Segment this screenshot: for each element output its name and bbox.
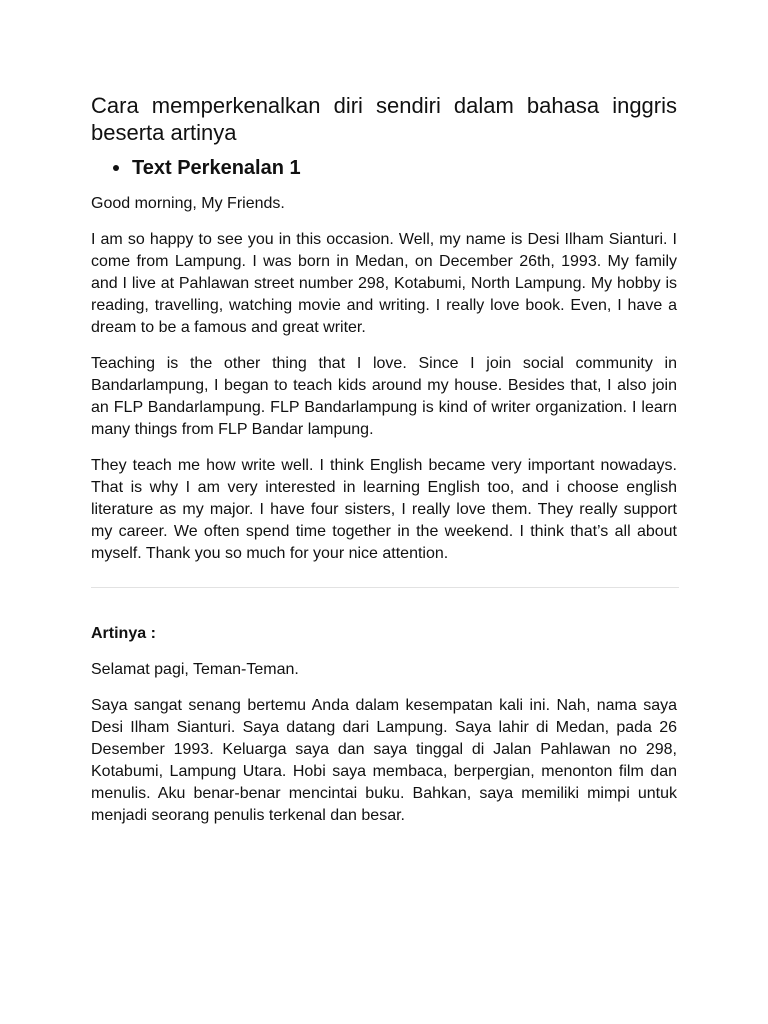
document-page [91, 92, 677, 827]
document-title: Cara memperkenalkan diri sendiri dalam bahasa inggris beserta artinya [91, 93, 677, 145]
translation-paragraph-1: Saya sangat senang bertemu Anda dalam kesempatan kali ini. Nah, nama saya Desi Ilham Sianturi. Saya datang dari Lampung. Saya lahir di Medan, pada 26 Desember 1993. Keluarga saya dan saya tinggal di Jalan Pahlawan no 298, Kotabumi, Lampung Utara. Hobi saya membaca, berpergian, menonton film dan menulis. Aku benar-benar mencintai buku. Bahkan, saya memiliki mimpi untuk menjadi seorang penulis terkenal dan besar. [91, 697, 677, 824]
bullet-dot-icon [113, 165, 119, 171]
translation-greeting: Selamat pagi, Teman-Teman. [91, 661, 299, 678]
bullet-heading: Text Perkenalan 1 [132, 157, 301, 179]
translation-label: Artinya : [91, 625, 156, 642]
section-divider [91, 587, 679, 588]
english-paragraph-3: They teach me how write well. I think English became very important nowadays. That is why I am very interested in learning English too, and i choose english literature as my major. I have four sisters, I really love them. They really support my career. We often spend time together in the weekend. I think that’s all about myself. Thank you so much for your nice attention. [91, 457, 677, 562]
english-paragraph-1: I am so happy to see you in this occasion. Well, my name is Desi Ilham Sianturi. I come from Lampung. I was born in Medan, on December 26th, 1993. My family and I live at Pahlawan street number 298, Kotabumi, North Lampung. My hobby is reading, travelling, watching movie and writing. I really love book. Even, I have a dream to be a famous and great writer. [91, 231, 677, 336]
english-greeting: Good morning, My Friends. [91, 195, 285, 212]
english-paragraph-2: Teaching is the other thing that I love. Since I join social community in Bandarlampung, I began to teach kids around my house. Besides that, I also join an FLP Bandarlampung. FLP Bandarlampung is kind of writer organization. I learn many things from FLP Bandar lampung. [91, 355, 677, 438]
bullet-item [113, 155, 677, 181]
